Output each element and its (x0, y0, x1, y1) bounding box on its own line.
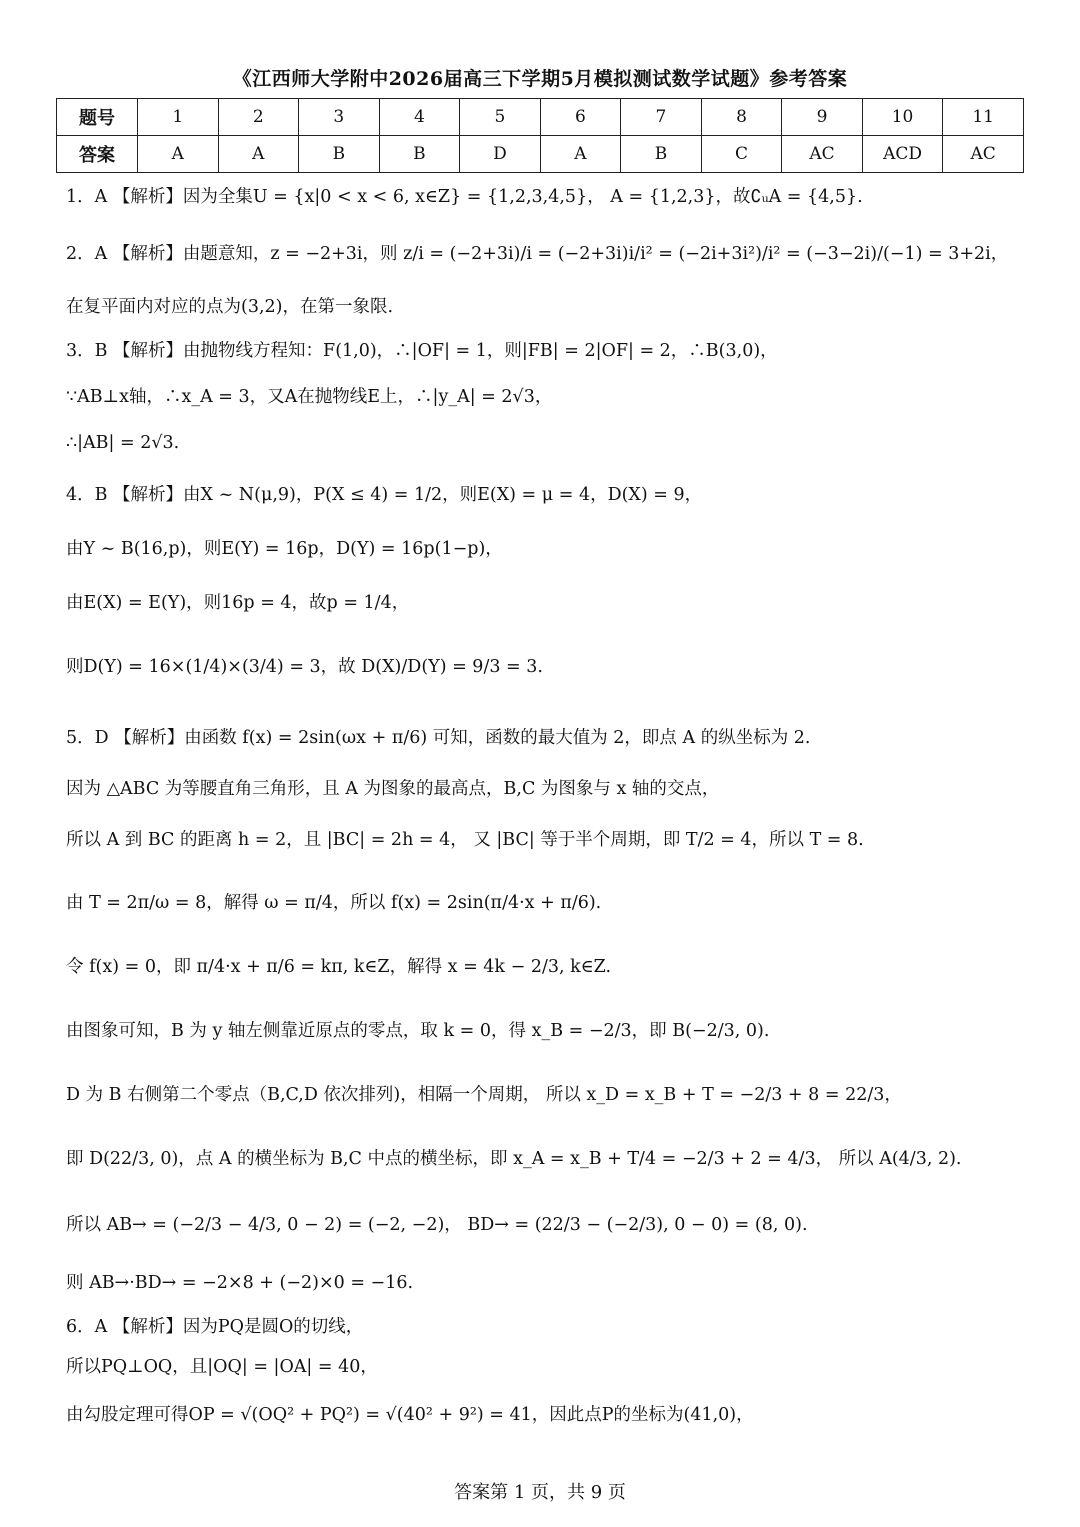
solution-line: 即 D(22/3, 0)，点 A 的横坐标为 B,C 中点的横坐标，即 x_A = x_B + T/4 = −2/3 + 2 = 4/3， 所以 A(4/3, 2). (66, 1149, 962, 1169)
answer-cell: A (138, 136, 219, 173)
solution-line: 则D(Y) = 16×(1/4)×(3/4) = 3，故 D(X)/D(Y) = 9/3 = 3. (66, 657, 543, 677)
question-number: 3 (299, 99, 380, 136)
question-number: 6 (540, 99, 621, 136)
question-number: 9 (782, 99, 863, 136)
question-number: 1 (138, 99, 219, 136)
answer-cell: A (218, 136, 299, 173)
solution-line: 在复平面内对应的点为(3,2)，在第一象限. (66, 297, 394, 317)
solution-line: 由图象可知，B 为 y 轴左侧靠近原点的零点，取 k = 0，得 x_B = −2/3，即 B(−2/3, 0). (66, 1021, 770, 1041)
solution-line: 1．A 【解析】因为全集U = {x|0 < x < 6, x∈Z} = {1,2,3,4,5}， A = {1,2,3}，故∁ᵤA = {4,5}. (66, 187, 863, 207)
solution-line: 所以 AB→ = (−2/3 − 4/3, 0 − 2) = (−2, −2)， BD→ = (22/3 − (−2/3), 0 − 0) = (8, 0). (66, 1215, 808, 1235)
question-number: 4 (379, 99, 460, 136)
answer-cell: C (701, 136, 782, 173)
answer-cell: AC (943, 136, 1024, 173)
row-label-numbers: 题号 (57, 99, 138, 136)
row-label-answers: 答案 (57, 136, 138, 173)
solution-line: 由 T = 2π/ω = 8，解得 ω = π/4，所以 f(x) = 2sin(π/4·x + π/6). (66, 893, 602, 913)
table-row-numbers (57, 99, 1024, 136)
solution-line: 由Y ~ B(16,p)，则E(Y) = 16p，D(Y) = 16p(1−p)， (66, 539, 503, 559)
solution-line: 2．A 【解析】由题意知，z = −2+3i，则 z/i = (−2+3i)/i = (−2+3i)i/i² = (−2i+3i²)/i² = (−3−2i)/(−1) = 3+2i， (66, 244, 1009, 264)
answer-cell: B (379, 136, 460, 173)
table-row-answers (57, 136, 1024, 173)
solution-line: 因为 △ABC 为等腰直角三角形，且 A 为图象的最高点，B,C 为图象与 x 轴的交点， (66, 779, 720, 799)
answer-table (56, 98, 1024, 173)
answer-cell: A (540, 136, 621, 173)
question-number: 11 (943, 99, 1024, 136)
solution-line: 由勾股定理可得OP = √(OQ² + PQ²) = √(40² + 9²) = 41，因此点P的坐标为(41,0)， (66, 1405, 754, 1425)
question-number: 7 (621, 99, 702, 136)
solution-line: 3．B 【解析】由抛物线方程知：F(1,0)，∴|OF| = 1，则|FB| = 2|OF| = 2，∴B(3,0)， (66, 341, 778, 361)
answer-cell: B (299, 136, 380, 173)
solution-line: 所以 A 到 BC 的距离 h = 2，且 |BC| = 2h = 4， 又 |BC| 等于半个周期，即 T/2 = 4，所以 T = 8. (66, 830, 864, 850)
page-title: 《江西师大学附中2026届高三下学期5月模拟测试数学试题》参考答案 (232, 68, 848, 90)
solution-line: 5．D 【解析】由函数 f(x) = 2sin(ωx + π/6) 可知，函数的最大值为 2，即点 A 的纵坐标为 2. (66, 728, 811, 748)
answer-cell: AC (782, 136, 863, 173)
solution-line: 6．A 【解析】因为PQ是圆O的切线， (66, 1317, 364, 1337)
solution-line: ∴|AB| = 2√3. (66, 433, 180, 453)
solution-line: 所以PQ⊥OQ，且|OQ| = |OA| = 40， (66, 1357, 378, 1377)
answer-cell: ACD (862, 136, 943, 173)
question-number: 2 (218, 99, 299, 136)
question-number: 10 (862, 99, 943, 136)
answer-cell: B (621, 136, 702, 173)
question-number: 8 (701, 99, 782, 136)
solution-line: 由E(X) = E(Y)，则16p = 4，故p = 1/4， (66, 593, 410, 613)
question-number: 5 (460, 99, 541, 136)
solution-line: D 为 B 右侧第二个零点（B,C,D 依次排列)，相隔一个周期， 所以 x_D = x_B + T = −2/3 + 8 = 22/3， (66, 1085, 902, 1105)
solution-line: 令 f(x) = 0，即 π/4·x + π/6 = kπ, k∈Z，解得 x = 4k − 2/3, k∈Z. (66, 957, 612, 977)
page-footer: 答案第 1 页，共 9 页 (454, 1482, 626, 1503)
solution-line: 4．B 【解析】由X ~ N(μ,9)，P(X ≤ 4) = 1/2，则E(X) = μ = 4，D(X) = 9， (66, 485, 703, 505)
solution-line: ∵AB⊥x轴，∴x_A = 3，又A在抛物线E上，∴|y_A| = 2√3， (66, 387, 553, 407)
solution-line: 则 AB→·BD→ = −2×8 + (−2)×0 = −16. (66, 1273, 414, 1293)
answer-cell: D (460, 136, 541, 173)
